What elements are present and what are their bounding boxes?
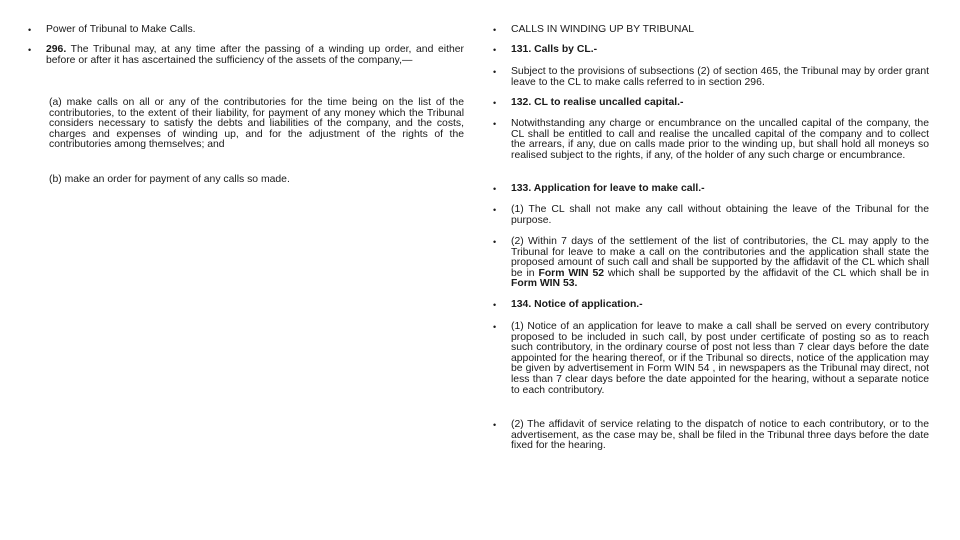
- rule-131-text: Subject to the provisions of subsections (2) of section 465, the Tribunal may by order grant leave to the CL to make calls referred to in section 296.: [511, 66, 929, 88]
- left-heading-item: [28, 25, 464, 36]
- bullet: •: [493, 237, 497, 247]
- form-win-52: Form WIN 52: [538, 267, 605, 279]
- form-win-53: Form WIN 53.: [511, 278, 578, 290]
- bullet: •: [493, 25, 497, 35]
- rule-134-p1: (1) Notice of an application for leave to make a call shall be served on every contributory proposed to be included in such call, by post under certificate of posting so as to reach such contributory, in the ordinary course of post not less than 7 clear days before the date appointed for the hearing thereof, or if the Tribunal so directs, notice of the application may be given by advertisement in Form WIN 54 , in newspapers as the Tribunal may direct, not less than 7 clear days before the date appointed for the hearing, without a separate notice to each contributory.: [511, 321, 929, 396]
- rule-134-p1-item: [493, 322, 929, 396]
- rule-132-text: Notwithstanding any charge or encumbrance on the uncalled capital of the company, the CL shall be entitled to call and realise the uncalled capital of the company and to collect the arrears, if any, due on calls made prior to the winding up, but shall hold all moneys so realised subject to the rights, if any, of the holder of any such charge or encumbrance.: [511, 118, 929, 161]
- rule-132-title-item: [493, 98, 929, 109]
- rule-133-p2-item: [493, 237, 929, 290]
- right-heading: CALLS IN WINDING UP BY TRIBUNAL: [511, 24, 695, 35]
- right-heading-item: [493, 25, 929, 36]
- rule-132-text-item: [493, 119, 929, 161]
- bullet: •: [493, 420, 497, 430]
- bullet: •: [493, 98, 497, 108]
- rule-133-title-item: [493, 184, 929, 195]
- bullet: •: [493, 322, 497, 332]
- left-heading: Power of Tribunal to Make Calls.: [46, 24, 196, 35]
- rule-134-title: 134. Notice of application.-: [511, 299, 643, 310]
- section-296-text: The Tribunal may, at any time after the passing of a winding up order, and either before or after it has ascertained the sufficiency of the assets of the company,—: [46, 44, 464, 66]
- rule-132-title: 132. CL to realise uncalled capital.-: [511, 97, 684, 108]
- rule-131-text-item: [493, 67, 929, 88]
- clause-a-text: (a) make calls on all or any of the contributories for the time being on the list of the contributories, to the extent of their liability, for payment of any money which the Tribunal considers necessary to satisfy the debts and liabilities of the company, and the costs, charges and expenses of winding up, and for the adjustment of the rights of the contributories among themselves; and: [49, 97, 464, 151]
- clause-a: [28, 98, 464, 151]
- rule-133-p2-part-b: which shall be supported by the affidavit of the CL which shall be in: [604, 267, 930, 279]
- bullet: •: [493, 184, 497, 194]
- rule-134-title-item: [493, 300, 929, 311]
- bullet: •: [493, 45, 497, 55]
- bullet: •: [493, 300, 497, 310]
- rule-133-p1: (1) The CL shall not make any call without obtaining the leave of the Tribunal for the purpose.: [511, 204, 929, 226]
- clause-b: [28, 175, 464, 186]
- rule-133-title: 133. Application for leave to make call.-: [511, 183, 705, 194]
- rule-131-title: 131. Calls by CL.-: [511, 44, 598, 55]
- rule-134-p2-item: [493, 420, 929, 452]
- section-296-item: [28, 45, 464, 66]
- bullet: •: [493, 119, 497, 129]
- bullet: •: [493, 67, 497, 77]
- bullet: •: [493, 205, 497, 215]
- bullet: •: [28, 45, 32, 55]
- section-296-number: 296.: [46, 44, 67, 55]
- bullet: •: [28, 25, 32, 35]
- rule-133-p1-item: [493, 205, 929, 226]
- rule-134-p2: (2) The affidavit of service relating to the dispatch of notice to each contributory, or to the advertisement, as the case may be, shall be filed in the Tribunal three days before the date fixed for the hearing.: [511, 419, 929, 452]
- rule-131-title-item: [493, 45, 929, 56]
- clause-b-text: (b) make an order for payment of any calls so made.: [49, 174, 290, 185]
- rule-133-p2-part-a: (2) Within 7 days of the settlement of the list of contributories, the CL may apply to the Tribunal for leave to make a call on the contributories and the application shall state the proposed amount of such call and shall be supported by the affidavit of the CL which shall be in: [511, 236, 929, 279]
